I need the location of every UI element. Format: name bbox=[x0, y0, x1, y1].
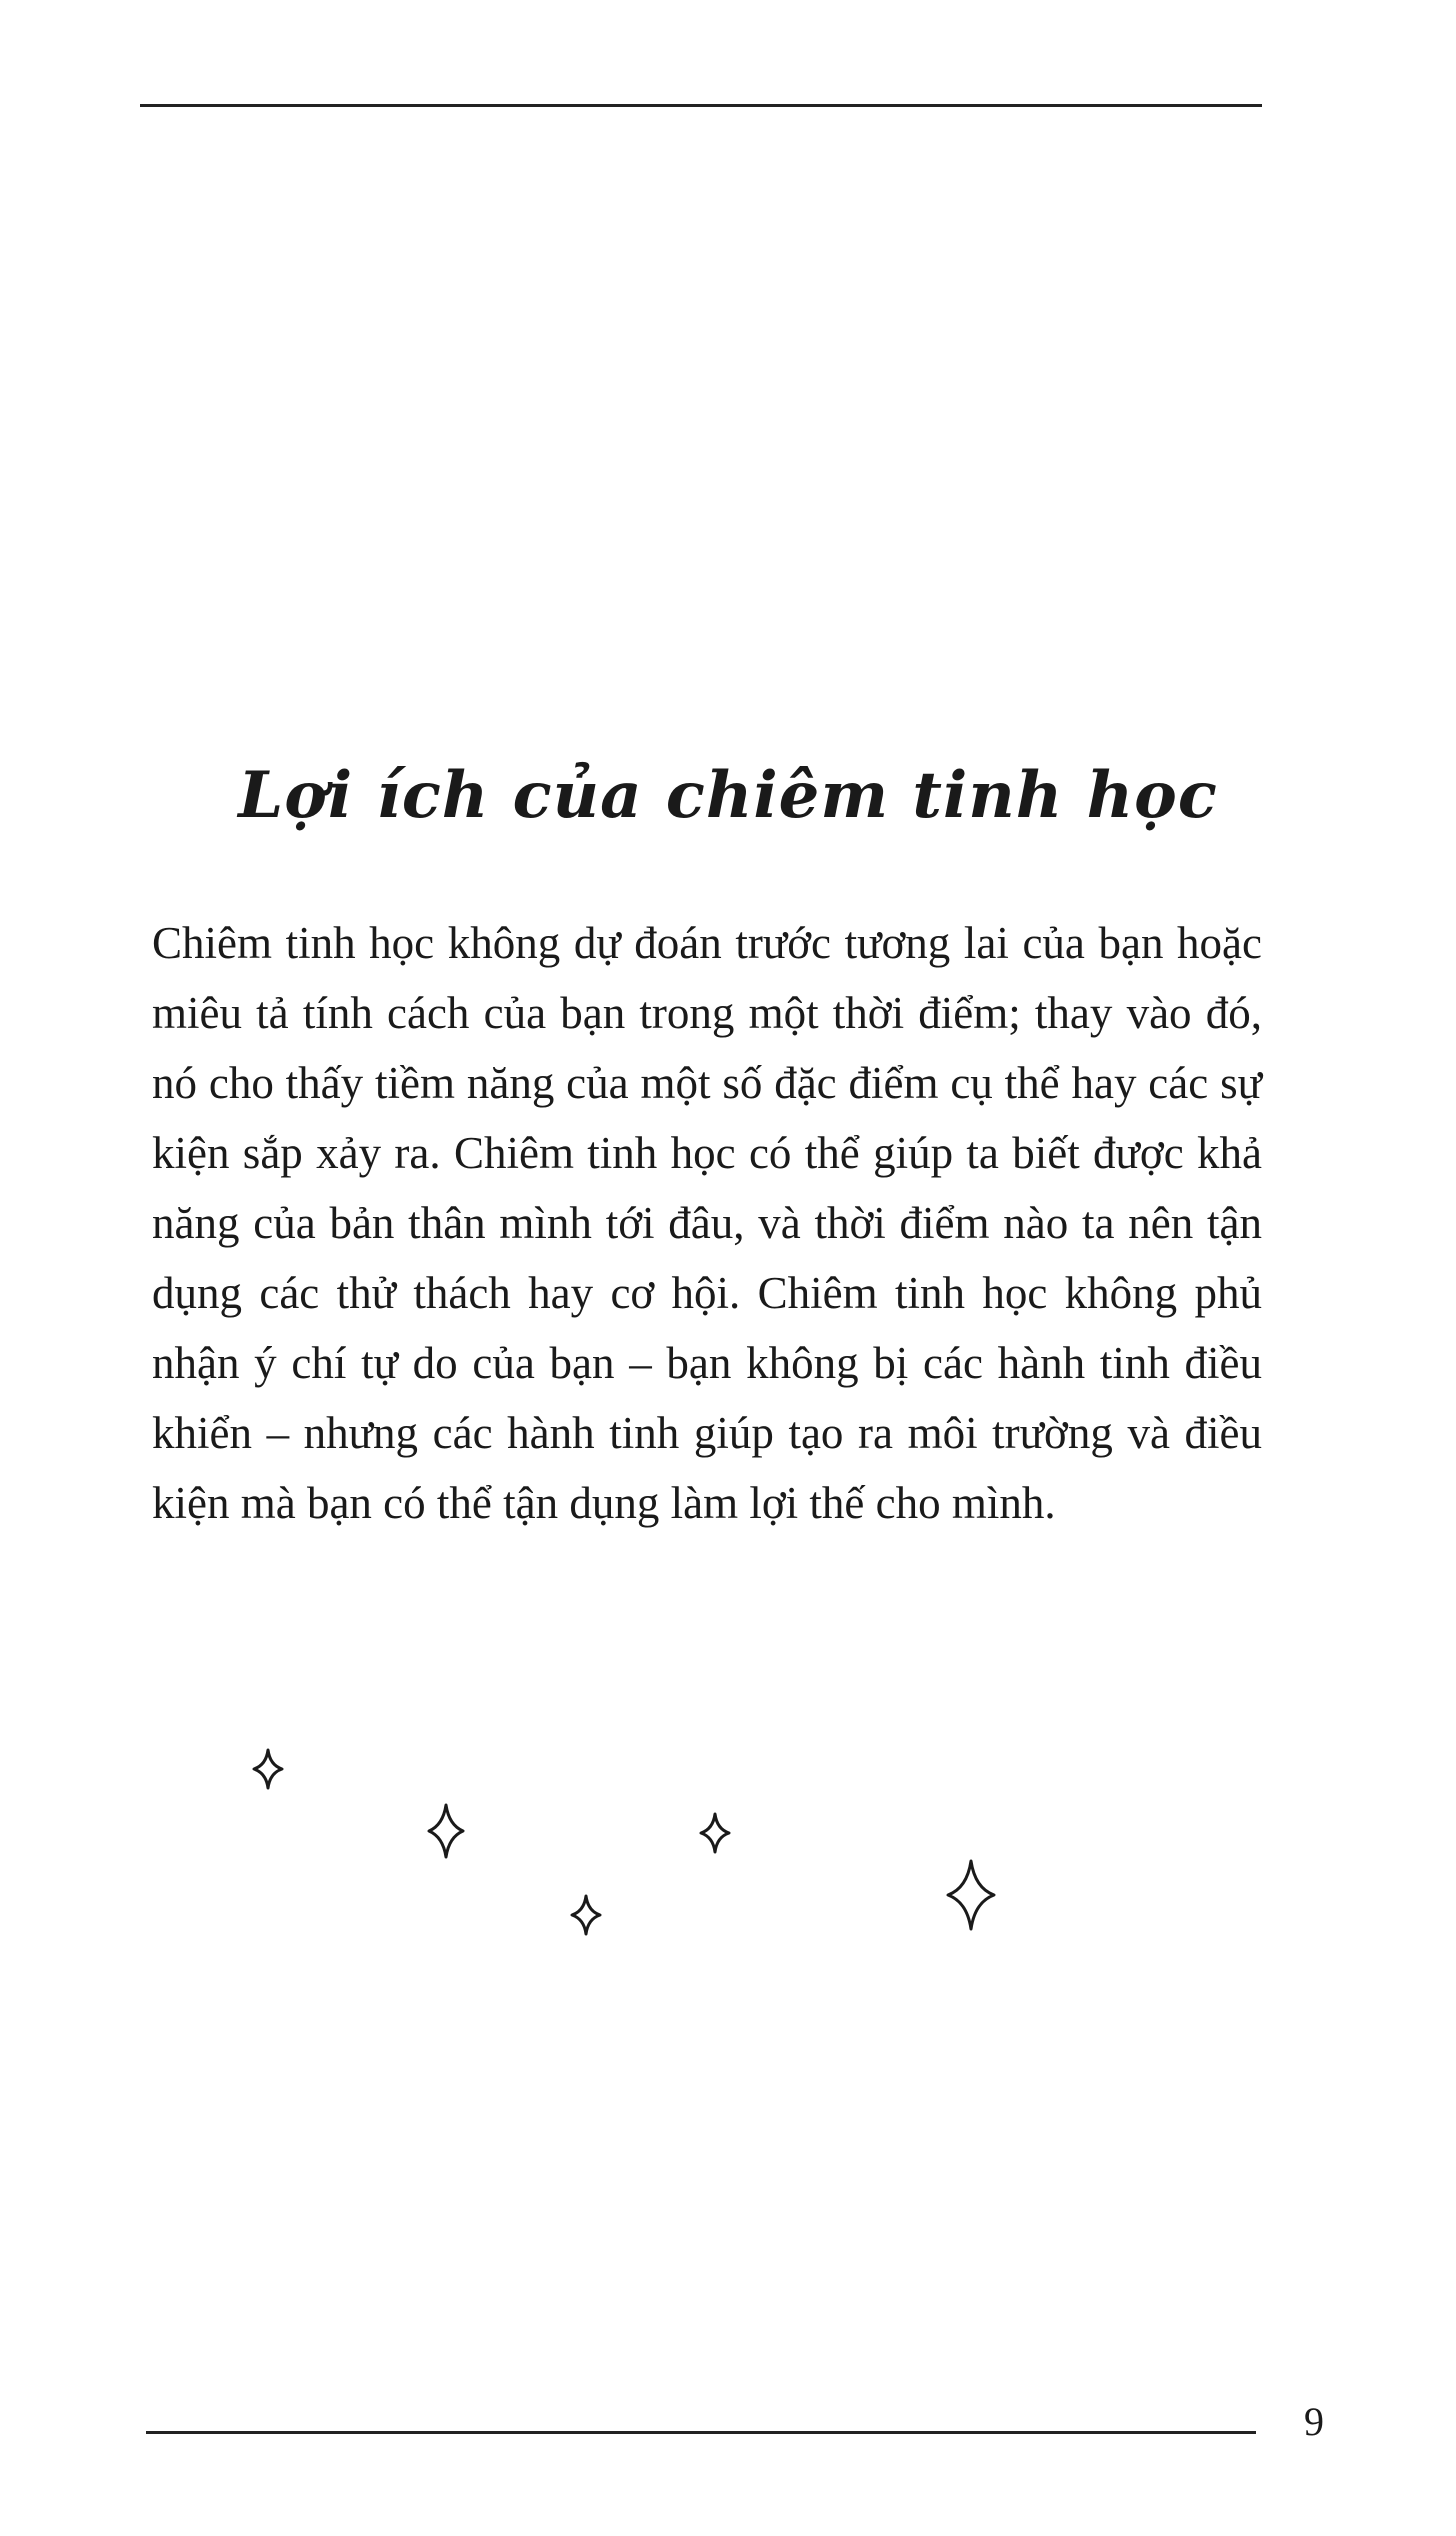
body-paragraph: Chiêm tinh học không dự đoán trước tương lai của bạn hoặc miêu tả tính cách của bạn trong một thời điểm; thay vào đó, nó cho thấy tiềm năng của một số đặc điểm cụ thể hay các sự kiện sắp xảy ra. Chiêm tinh học có thể giúp ta biết được khả năng của bản thân mình tới đâu, và thời điểm nào ta nên tận dụng các thử thách hay cơ hội. Chiêm tinh học không phủ nhận ý chí tự do của bạn – bạn không bị các hành tinh điều khiển – nhưng các hành tinh giúp tạo ra môi trường và điều kiện mà bạn có thể tận dụng làm lợi thế cho mình. bbox=[152, 918, 1262, 1528]
sparkle-star-icon bbox=[429, 1805, 463, 1857]
section-heading: Lợi ích của chiêm tinh học bbox=[238, 757, 1218, 833]
bottom-rule bbox=[146, 2431, 1256, 2434]
sparkle-star-icon bbox=[948, 1861, 994, 1929]
sparkle-star-icon bbox=[254, 1750, 282, 1788]
sparkle-star-icon bbox=[572, 1896, 600, 1934]
sparkle-star-icon bbox=[701, 1814, 729, 1852]
page-number: 9 bbox=[1304, 2399, 1324, 2444]
